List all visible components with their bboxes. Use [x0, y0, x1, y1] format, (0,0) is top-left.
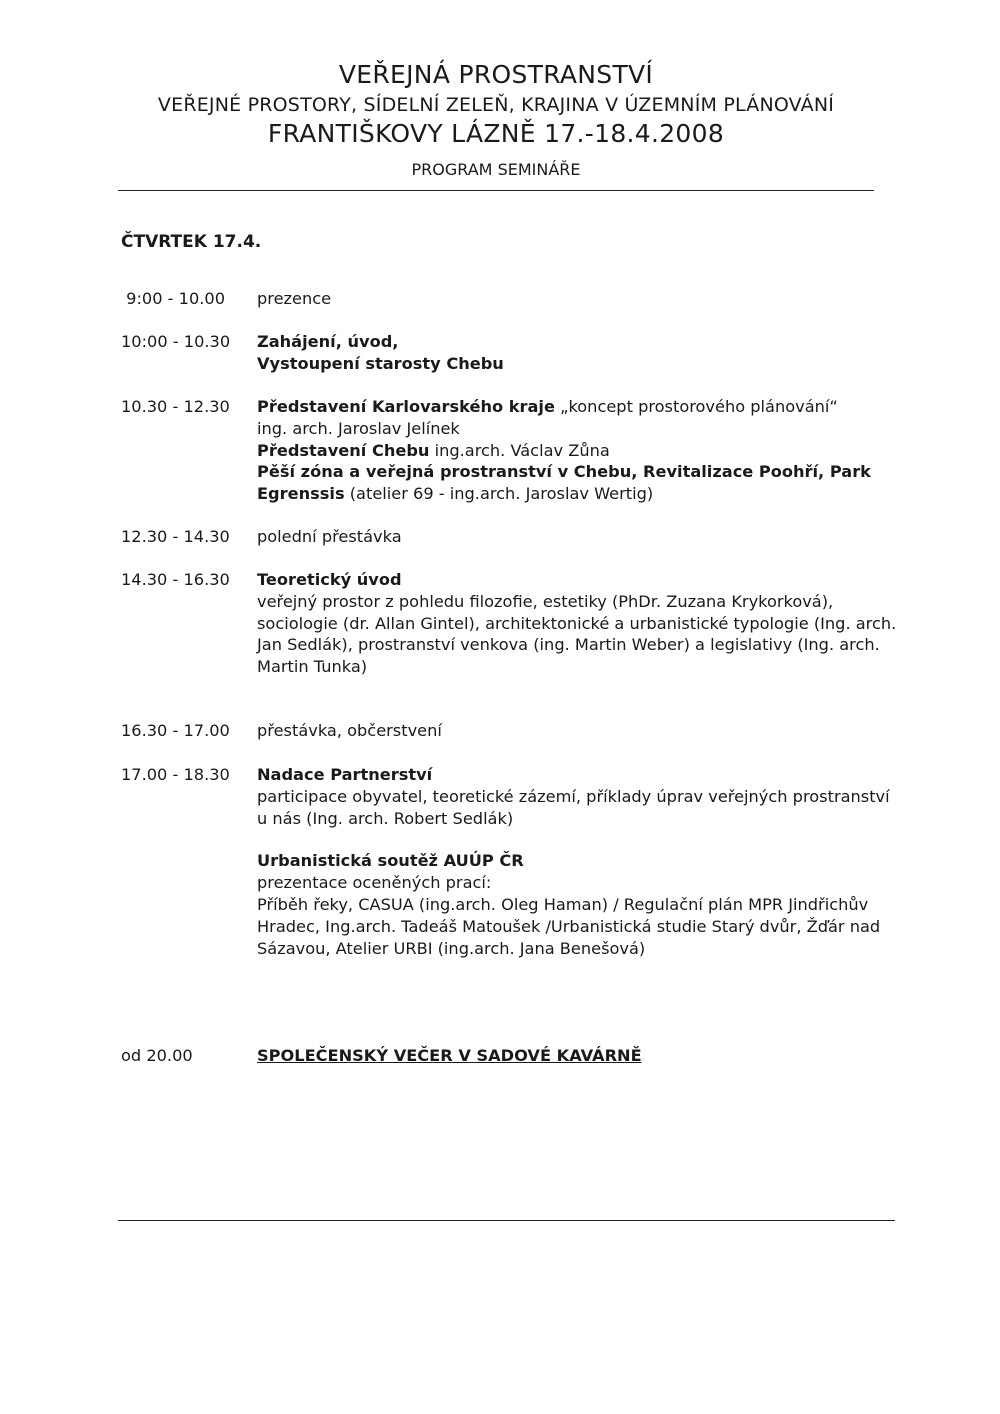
title-line-1: VEŘEJNÁ PROSTRANSTVÍ	[338, 60, 654, 89]
spacer	[257, 829, 897, 850]
schedule-text: „koncept prostorového plánování“	[554, 397, 838, 416]
schedule-description	[257, 1045, 897, 1067]
schedule-time: 10.30 - 12.30	[121, 397, 230, 416]
schedule-description	[257, 331, 897, 375]
schedule-title: Vystoupení starosty Chebu	[257, 353, 504, 373]
schedule-description	[257, 569, 897, 678]
schedule-time: 12.30 - 14.30	[121, 527, 230, 546]
schedule-text: veřejný prostor z pohledu filozofie, estetiky (PhDr. Zuzana Krykorková), sociologie (dr. Allan Gintel), architektonické a urbanistické typologie (Ing. arch. Jan Sedlák), prostranství venkova (ing. Martin Weber) a legislativy (Ing. arch. Martin Tunka)	[257, 591, 897, 677]
schedule-time: 14.30 - 16.30	[121, 570, 230, 589]
title-line-3: FRANTIŠKOVY LÁZNĚ 17.-18.4.2008	[267, 119, 725, 148]
schedule-line	[257, 461, 897, 505]
schedule-title: Pěší zóna a veřejná prostranství v Chebu, Revitalizace Poohří, Park Egrenssis	[257, 462, 871, 504]
schedule-text: přestávka, občerstvení	[257, 721, 442, 740]
schedule-text: Příběh řeky, CASUA (ing.arch. Oleg Haman) / Regulační plán MPR Jindřichův Hradec, Ing.arch. Tadeáš Matoušek /Urbanistická studie Starý dvůr, Žďár nad Sázavou, Atelier URBI (ing.arch. Jana Benešová)	[257, 894, 881, 958]
footer-divider	[118, 1220, 895, 1221]
title-line-4: PROGRAM SEMINÁŘE	[411, 160, 581, 179]
schedule-time: 16.30 - 17.00	[121, 721, 230, 740]
schedule-text: participace obyvatel, teoretické zázemí, příklady úprav veřejných prostranství u nás (Ing. arch. Robert Sedlák)	[257, 786, 890, 828]
schedule-title: Teoretický úvod	[257, 570, 402, 589]
schedule-description	[257, 526, 897, 548]
schedule-time: 9:00 - 10.00	[126, 289, 225, 308]
schedule-description	[257, 288, 897, 310]
schedule-title: Představení Karlovarského kraje	[257, 397, 555, 416]
schedule-text: prezentace oceněných prací:	[257, 873, 492, 893]
schedule-text: prezence	[257, 289, 332, 308]
day-heading: ČTVRTEK 17.4.	[121, 232, 262, 252]
schedule-time: od 20.00	[121, 1046, 193, 1065]
schedule-description	[257, 764, 897, 959]
schedule-title: Nadace Partnerství	[257, 765, 433, 784]
schedule-text: (atelier 69 - ing.arch. Jaroslav Wertig)	[344, 484, 654, 504]
schedule-text: polední přestávka	[257, 527, 402, 546]
schedule-text: ing.arch. Václav Zůna	[429, 440, 610, 460]
evening-event: SPOLEČENSKÝ VEČER V SADOVÉ KAVÁRNĚ	[257, 1046, 642, 1065]
schedule-title: Představení Chebu	[257, 440, 430, 460]
schedule-description	[257, 396, 897, 505]
schedule-description	[257, 720, 897, 742]
title-line-2: VEŘEJNÉ PROSTORY, SÍDELNÍ ZELEŇ, KRAJINA V ÚZEMNÍM PLÁNOVÁNÍ	[157, 94, 835, 116]
schedule-title: Zahájení, úvod,	[257, 332, 399, 351]
schedule-title: Urbanistická soutěž AUÚP ČR	[257, 851, 524, 871]
header-divider	[118, 190, 874, 191]
schedule-time: 10:00 - 10.30	[121, 332, 231, 351]
document-header	[118, 58, 874, 181]
schedule-line	[257, 440, 897, 462]
schedule-text: ing. arch. Jaroslav Jelínek	[257, 418, 460, 438]
schedule-line	[257, 396, 897, 418]
schedule-time: 17.00 - 18.30	[121, 765, 230, 784]
